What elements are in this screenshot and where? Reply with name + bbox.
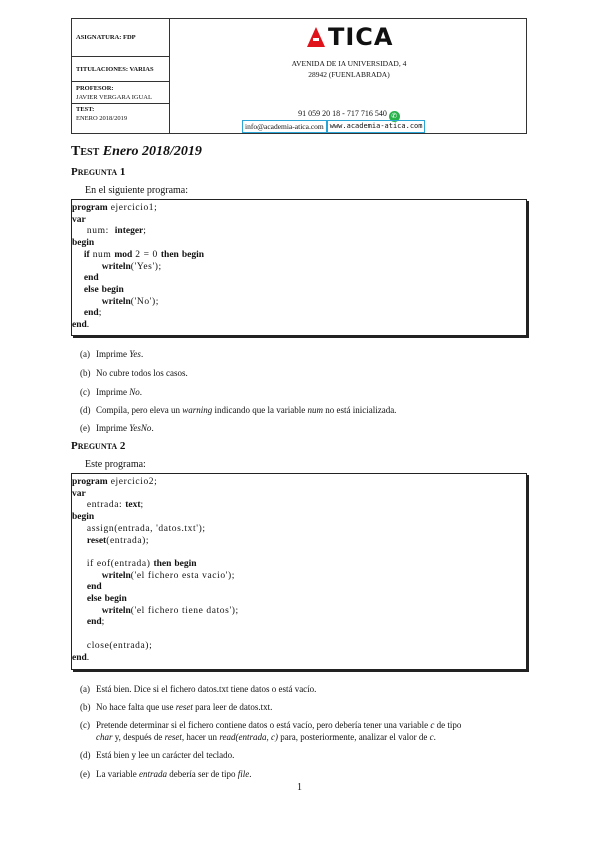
text-span: , hacer un	[181, 732, 220, 742]
profesor-label: PROFESOR:	[76, 85, 114, 92]
text-span: char	[96, 732, 113, 742]
text-span	[72, 285, 84, 295]
code-keyword: begin	[101, 284, 124, 295]
option-letter: (a)	[80, 684, 90, 694]
page-title	[71, 144, 202, 160]
header-info-column	[72, 19, 170, 133]
option-letter: (c)	[80, 387, 90, 397]
question-2-intro: Este programa:	[85, 459, 146, 470]
asignatura-label: ASIGNATURA: FDP	[72, 19, 169, 57]
text-span: Está bien. Dice si el fichero datos.txt tiene datos o está vacío.	[96, 684, 317, 694]
code-line	[72, 489, 86, 499]
text-span: ;	[98, 308, 102, 319]
text-span: entrada:	[72, 500, 126, 511]
code-keyword: program	[72, 477, 108, 487]
code-line	[72, 512, 94, 522]
answer-option[interactable]	[80, 749, 530, 761]
text-span: close(entrada);	[72, 640, 153, 651]
question-2-code-box	[71, 473, 527, 670]
text-span: .	[151, 423, 154, 433]
text-span: reset	[164, 732, 182, 742]
logo-a-triangle-icon	[307, 27, 325, 47]
code-line	[72, 238, 94, 248]
code-keyword: var	[72, 488, 86, 499]
code-keyword: end	[72, 652, 87, 663]
contact-links	[242, 120, 425, 133]
text-span	[72, 536, 87, 546]
profesor-value: JAVIER VERGARA IGUAL	[76, 94, 152, 101]
code-line	[72, 297, 159, 307]
text-span: Está bien y lee un carácter del teclado.	[96, 750, 235, 760]
text-span: Imprime	[96, 349, 130, 359]
answer-option[interactable]	[80, 701, 530, 713]
code-line	[72, 500, 144, 510]
page-number: 1	[297, 782, 302, 793]
code-keyword: reset	[86, 535, 107, 546]
code-keyword: begin	[174, 558, 197, 569]
text-span	[72, 297, 102, 307]
text-span: YesNo	[129, 423, 152, 433]
code-line	[72, 250, 204, 260]
text-span: .	[140, 349, 144, 359]
text-span: c	[429, 732, 434, 742]
code-keyword: integer	[114, 226, 144, 237]
text-span: debería ser de tipo	[166, 769, 238, 779]
text-span	[72, 308, 84, 318]
code-line	[72, 641, 152, 651]
text-span: if eof(entrada)	[72, 558, 154, 569]
text-span: ejercicio2;	[107, 477, 158, 487]
option-letter: (e)	[80, 769, 90, 779]
code-line	[72, 617, 105, 627]
text-span	[72, 617, 87, 627]
text-span: para leer de datos.txt.	[192, 702, 273, 712]
title-prefix: Test	[71, 144, 100, 159]
code-keyword: text	[125, 500, 141, 511]
text-span: No cubre todos los casos.	[96, 368, 188, 378]
text-span	[72, 582, 87, 592]
code-keyword: begin	[181, 249, 204, 260]
text-span	[72, 571, 102, 581]
text-span: No hace falta que use	[96, 702, 176, 712]
text-span: Pretende determinar si el fichero contiene datos o está vacío, pero debería tener una variable	[96, 720, 431, 730]
question-1-code-box	[71, 199, 527, 336]
answer-option[interactable]	[80, 768, 530, 780]
text-span: no está inicializada.	[322, 405, 397, 415]
option-letter: (b)	[80, 702, 91, 712]
code-keyword: begin	[72, 238, 95, 249]
code-line	[72, 203, 157, 213]
answer-option[interactable]	[80, 348, 530, 360]
option-letter: (d)	[80, 405, 91, 415]
code-keyword: writeln	[101, 605, 131, 616]
code-keyword: end	[83, 273, 99, 284]
code-keyword: end	[83, 308, 99, 319]
code-keyword: writeln	[101, 296, 131, 307]
text-span	[72, 262, 102, 272]
text-span: indicando que la variable	[212, 405, 308, 415]
text-span: de tipo	[434, 720, 462, 730]
text-span: ;	[101, 617, 105, 628]
address-line-1: AVENIDA DE IA UNIVERSIDAD, 4	[291, 59, 407, 68]
code-line	[72, 285, 124, 295]
test-value: ENERO 2018/2019	[76, 115, 128, 122]
answer-option[interactable]	[80, 683, 530, 695]
question-1-intro: En el siguiente programa:	[85, 185, 189, 196]
text-span	[72, 273, 84, 283]
code-line	[72, 477, 157, 487]
text-span: No	[129, 387, 140, 397]
text-span: 2 = 0	[132, 249, 161, 260]
text-span: (entrada);	[106, 535, 150, 546]
answer-option[interactable]	[80, 719, 530, 743]
text-span: num:	[72, 226, 115, 237]
text-span: .	[86, 320, 90, 330]
option-continuation	[80, 731, 530, 743]
code-line	[72, 262, 162, 272]
title-rest: Enero 2018/2019	[102, 144, 202, 159]
code-keyword: if	[83, 249, 90, 260]
code-line	[72, 606, 239, 616]
code-line	[72, 582, 102, 592]
text-span: num	[307, 405, 323, 415]
answer-option[interactable]	[80, 367, 530, 379]
code-line	[72, 273, 99, 283]
text-span: para, posteriormente, analizar el valor de	[277, 732, 430, 742]
answer-option[interactable]	[80, 422, 530, 434]
website-link[interactable]: www.academia-atica.com	[327, 120, 426, 133]
text-span: y, después de	[112, 732, 165, 742]
code-line	[72, 653, 90, 663]
text-span: reset	[175, 702, 193, 712]
code-line	[72, 524, 206, 534]
option-letter: (c)	[80, 720, 90, 730]
code-keyword: else	[83, 284, 99, 295]
text-span: ;	[143, 226, 147, 237]
code-keyword: end	[86, 617, 102, 628]
logo-text: TICA	[328, 23, 394, 51]
text-span: .	[139, 387, 143, 397]
code-keyword: else	[86, 594, 102, 604]
text-span: file	[237, 769, 250, 779]
text-span: ejercicio1;	[107, 203, 158, 213]
text-span	[72, 594, 87, 604]
text-span: Imprime	[96, 387, 130, 397]
code-keyword: mod	[114, 249, 133, 260]
code-keyword: var	[72, 214, 86, 225]
text-span: Imprime	[96, 423, 130, 433]
option-letter: (e)	[80, 423, 90, 433]
text-span: ('No');	[130, 296, 159, 307]
code-keyword: writeln	[101, 261, 131, 272]
email-link[interactable]: info@academia-atica.com	[242, 120, 327, 133]
code-keyword: end	[72, 320, 87, 330]
text-span: ('el fichero esta vacio');	[130, 570, 235, 581]
text-span: ;	[140, 500, 144, 511]
code-keyword: end	[86, 582, 102, 593]
code-line	[72, 594, 127, 604]
code-keyword: begin	[104, 594, 127, 604]
text-span: warning	[182, 405, 213, 415]
code-line	[72, 559, 197, 569]
text-span: .	[86, 652, 90, 663]
option-letter: (a)	[80, 349, 90, 359]
test-label: TEST:	[76, 106, 95, 113]
profesor-cell	[72, 82, 169, 104]
text-span: Compila, pero eleva un	[96, 405, 183, 415]
text-span: read(entrada, c)	[219, 732, 278, 742]
answer-option[interactable]	[80, 386, 530, 398]
code-keyword: then	[160, 249, 179, 260]
text-span: assign(entrada, 'datos.txt');	[72, 523, 206, 534]
code-line	[72, 308, 102, 318]
code-line	[72, 571, 235, 581]
code-line	[72, 536, 149, 546]
code-keyword: program	[72, 203, 108, 213]
phone-number: 91 059 20 18 - 717 716 540	[298, 109, 387, 118]
code-line	[72, 320, 90, 330]
option-letter: (d)	[80, 750, 91, 760]
header-table	[71, 18, 527, 134]
text-span: entrada	[138, 769, 167, 779]
text-span: c	[430, 720, 435, 730]
answer-option[interactable]	[80, 404, 530, 416]
text-span: ('Yes');	[130, 261, 162, 272]
code-keyword: then	[153, 558, 172, 569]
question-1-heading: Pregunta 1	[71, 166, 126, 178]
text-span: La variable	[96, 769, 139, 779]
address-line-2: 28942 (FUENLABRADA)	[308, 70, 390, 79]
question-2-heading: Pregunta 2	[71, 440, 126, 452]
atica-logo	[307, 22, 394, 52]
code-keyword: begin	[72, 512, 95, 523]
whatsapp-icon: ✆	[389, 111, 400, 122]
text-span	[72, 606, 102, 616]
text-span: num	[89, 249, 115, 260]
code-line	[72, 215, 86, 225]
code-keyword: writeln	[101, 570, 131, 581]
text-span: ('el fichero tiene datos');	[130, 605, 239, 616]
text-span: .	[249, 769, 252, 779]
test-cell	[72, 104, 169, 133]
text-span	[72, 250, 84, 260]
text-span: .	[433, 732, 436, 742]
text-span: Yes	[129, 349, 141, 359]
option-letter: (b)	[80, 368, 91, 378]
code-line	[72, 226, 147, 236]
titulaciones-label: TITULACIONES: VARIAS	[72, 57, 169, 82]
